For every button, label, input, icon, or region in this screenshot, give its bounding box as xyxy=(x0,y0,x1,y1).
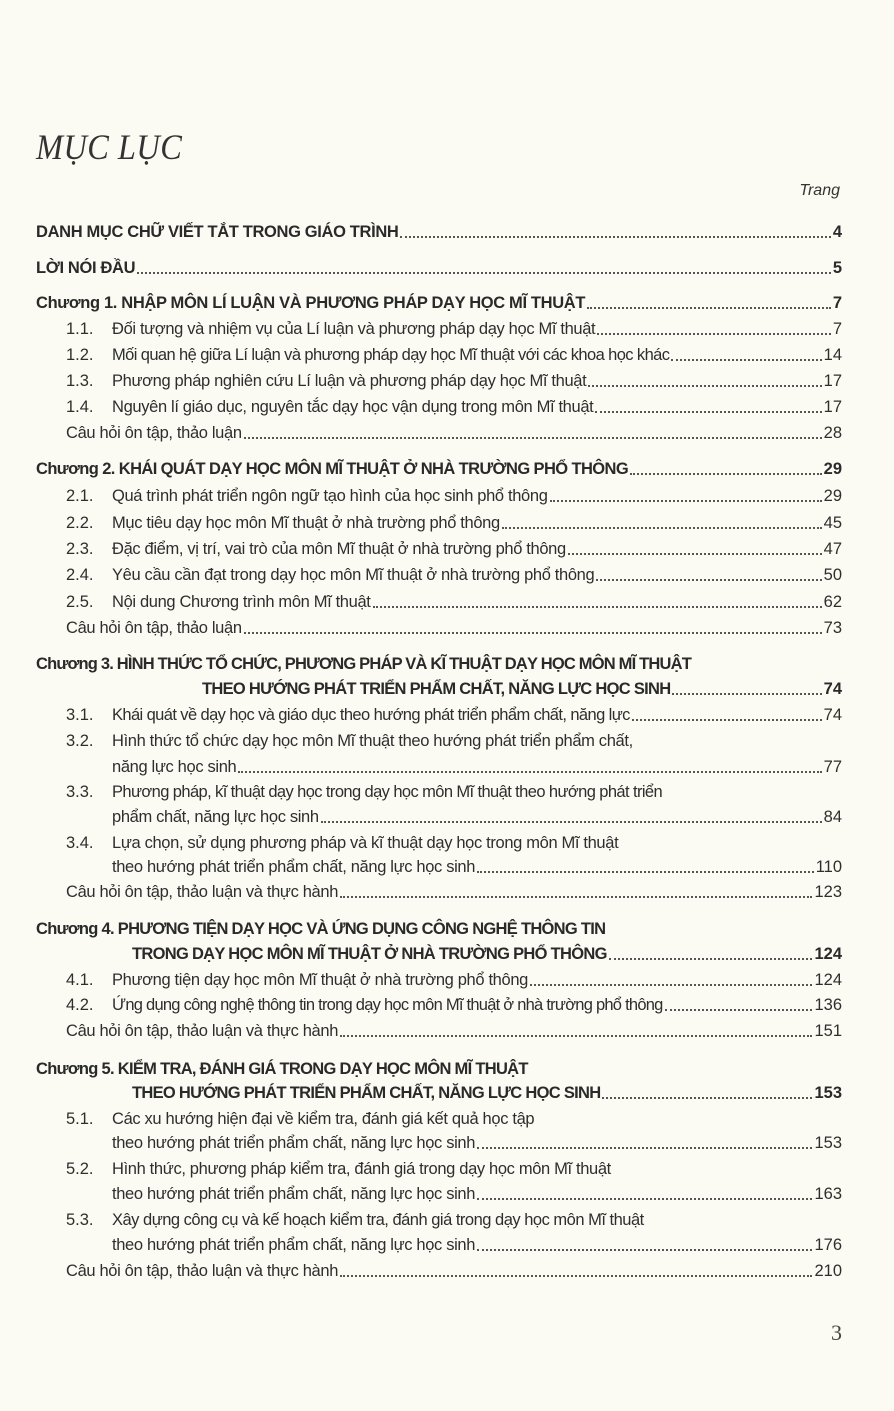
questions-page: 151 xyxy=(814,1022,842,1040)
toc-chapter-3[interactable] xyxy=(202,675,842,699)
section-label: Phương tiện dạy học môn Mĩ thuật ở nhà trường phổ thông xyxy=(112,971,528,989)
questions-page: 28 xyxy=(823,424,842,442)
toc-section-5-1-line1[interactable] xyxy=(66,1105,842,1129)
section-page: 74 xyxy=(823,706,842,724)
toc-section-5-3-line1[interactable] xyxy=(66,1206,842,1230)
dot-leader xyxy=(238,771,821,773)
toc-chapter-3-line1[interactable] xyxy=(36,650,842,674)
toc-section-4-1[interactable] xyxy=(66,966,842,990)
toc-section-1-2[interactable] xyxy=(66,341,842,365)
dot-leader xyxy=(400,236,830,238)
dot-leader xyxy=(630,473,822,475)
section-label-continued: theo hướng phát triển phẩm chất, năng lực học sinh xyxy=(112,858,476,876)
section-page: 124 xyxy=(814,971,842,989)
dot-leader xyxy=(340,1035,812,1037)
dot-leader xyxy=(530,984,812,986)
toc-questions-ch3[interactable] xyxy=(66,878,842,902)
chapter-label-continued: THEO HƯỚNG PHÁT TRIỂN PHẨM CHẤT, NĂNG LỰC HỌC SINH xyxy=(132,1084,601,1102)
dot-leader xyxy=(595,411,821,413)
toc-section-5-2[interactable] xyxy=(112,1180,842,1204)
chapter-page: 124 xyxy=(814,945,842,963)
toc-section-3-2[interactable] xyxy=(112,753,842,777)
toc-entry-preface[interactable] xyxy=(36,254,842,278)
section-label: Hình thức, phương pháp kiểm tra, đánh giá trong dạy học môn Mĩ thuật xyxy=(112,1160,611,1178)
section-label: Phương pháp nghiên cứu Lí luận và phương pháp dạy học Mĩ thuật xyxy=(112,372,587,390)
toc-chapter-5[interactable] xyxy=(132,1079,842,1103)
section-label: Đối tượng và nhiệm vụ của Lí luận và phương pháp dạy học Mĩ thuật xyxy=(112,320,596,338)
section-number: 1.3. xyxy=(66,372,94,390)
section-label: Mối quan hệ giữa Lí luận và phương pháp dạy học Mĩ thuật với các khoa học khác xyxy=(112,346,670,364)
dot-leader xyxy=(321,821,822,823)
section-label: Ứng dụng công nghệ thông tin trong dạy học môn Mĩ thuật ở nhà trường phổ thông xyxy=(112,996,663,1014)
dot-leader xyxy=(244,632,822,634)
toc-section-2-3[interactable] xyxy=(66,535,842,559)
section-label: Nguyên lí giáo dục, nguyên tắc dạy học vận dụng trong môn Mĩ thuật xyxy=(112,398,594,416)
section-label: Xây dựng công cụ và kế hoạch kiểm tra, đánh giá trong dạy học môn Mĩ thuật xyxy=(112,1211,644,1229)
section-number: 2.3. xyxy=(66,540,94,558)
dot-leader xyxy=(340,1275,812,1277)
toc-section-3-1[interactable] xyxy=(66,701,842,725)
section-label: Phương pháp, kĩ thuật dạy học trong dạy học môn Mĩ thuật theo hướng phát triển xyxy=(112,783,663,801)
chapter-label-continued: TRONG DẠY HỌC MÔN MĨ THUẬT Ở NHÀ TRƯỜNG PHỔ THÔNG xyxy=(132,945,607,963)
toc-section-3-3-line1[interactable] xyxy=(66,778,842,802)
section-page: 110 xyxy=(815,858,842,876)
section-label-continued: theo hướng phát triển phẩm chất, năng lực học sinh xyxy=(112,1134,476,1152)
toc-chapter-5-line1[interactable] xyxy=(36,1055,842,1079)
chapter-page: 7 xyxy=(832,294,842,312)
questions-label: Câu hỏi ôn tập, thảo luận xyxy=(66,424,242,442)
section-label: Mục tiêu dạy học môn Mĩ thuật ở nhà trường phổ thông xyxy=(112,514,500,532)
section-number: 3.2. xyxy=(66,732,94,750)
section-number: 1.4. xyxy=(66,398,94,416)
questions-label: Câu hỏi ôn tập, thảo luận và thực hành xyxy=(66,1022,339,1040)
section-number: 5.3. xyxy=(66,1211,94,1229)
section-number: 4.1. xyxy=(66,971,94,989)
section-label-continued: theo hướng phát triển phẩm chất, năng lực học sinh xyxy=(112,1185,476,1203)
questions-label: Câu hỏi ôn tập, thảo luận xyxy=(66,619,242,637)
questions-page: 210 xyxy=(814,1262,842,1280)
questions-page: 123 xyxy=(814,883,842,901)
chapter-label: Chương 5. KIỂM TRA, ĐÁNH GIÁ TRONG DẠY HỌC MÔN MĨ THUẬT xyxy=(36,1060,528,1078)
toc-questions-ch1[interactable] xyxy=(66,419,842,443)
toc-section-4-2[interactable] xyxy=(66,991,842,1015)
section-number: 1.1. xyxy=(66,320,94,338)
section-label-continued: phẩm chất, năng lực học sinh xyxy=(112,808,319,826)
chapter-page: 29 xyxy=(823,460,842,478)
dot-leader xyxy=(609,958,813,960)
entry-label: DANH MỤC CHỮ VIẾT TẮT TRONG GIÁO TRÌNH xyxy=(36,223,399,241)
dot-leader xyxy=(137,272,831,274)
section-page: 62 xyxy=(823,593,842,611)
dot-leader xyxy=(477,1249,812,1251)
section-label: Các xu hướng hiện đại về kiểm tra, đánh giá kết quả học tập xyxy=(112,1110,535,1128)
dot-leader xyxy=(602,1097,812,1099)
section-label: Đặc điểm, vị trí, vai trò của môn Mĩ thuật ở nhà trường phổ thông xyxy=(112,540,566,558)
toc-section-3-2-line1[interactable] xyxy=(66,727,842,751)
dot-leader xyxy=(671,359,821,361)
section-number: 2.1. xyxy=(66,487,94,505)
toc-section-1-1[interactable] xyxy=(66,315,842,339)
toc-questions-ch4[interactable] xyxy=(66,1017,842,1041)
questions-page: 73 xyxy=(823,619,842,637)
entry-page: 4 xyxy=(832,223,842,241)
toc-section-1-3[interactable] xyxy=(66,367,842,391)
section-number: 2.4. xyxy=(66,566,94,584)
section-label: Lựa chọn, sử dụng phương pháp và kĩ thuật dạy học trong môn Mĩ thuật xyxy=(112,834,619,852)
section-page: 136 xyxy=(814,996,842,1014)
section-page: 77 xyxy=(823,758,842,776)
dot-leader xyxy=(665,1009,813,1011)
dot-leader xyxy=(596,579,821,581)
section-number: 4.2. xyxy=(66,996,94,1014)
dot-leader xyxy=(672,693,821,695)
dot-leader xyxy=(588,385,821,387)
dot-leader xyxy=(477,871,814,873)
entry-label: LỜI NÓI ĐẦU xyxy=(36,259,136,277)
section-label-continued: theo hướng phát triển phẩm chất, năng lực học sinh xyxy=(112,1236,476,1254)
questions-label: Câu hỏi ôn tập, thảo luận và thực hành xyxy=(66,1262,339,1280)
section-number: 3.3. xyxy=(66,783,94,801)
section-page: 176 xyxy=(814,1236,842,1254)
dot-leader xyxy=(477,1198,812,1200)
section-page: 47 xyxy=(823,540,842,558)
section-page: 7 xyxy=(832,320,842,338)
toc-entry-abbreviations[interactable] xyxy=(36,218,842,242)
section-label-continued: năng lực học sinh xyxy=(112,758,237,776)
toc-section-2-2[interactable] xyxy=(66,509,842,533)
chapter-page: 153 xyxy=(814,1084,842,1102)
toc-section-2-1[interactable] xyxy=(66,482,842,506)
toc-questions-ch2[interactable] xyxy=(66,614,842,638)
toc-chapter-2[interactable] xyxy=(36,455,842,479)
section-number: 5.2. xyxy=(66,1160,94,1178)
chapter-label: Chương 4. PHƯƠNG TIỆN DẠY HỌC VÀ ỨNG DỤNG CÔNG NGHỆ THÔNG TIN xyxy=(36,920,606,938)
toc-questions-ch5[interactable] xyxy=(66,1257,842,1281)
dot-leader xyxy=(373,606,822,608)
page-title: MỤC LỤC xyxy=(36,127,183,167)
section-number: 5.1. xyxy=(66,1110,94,1128)
section-page: 163 xyxy=(814,1185,842,1203)
toc-section-2-4[interactable] xyxy=(66,561,842,585)
section-number: 2.5. xyxy=(66,593,94,611)
toc-section-1-4[interactable] xyxy=(66,393,842,417)
section-page: 84 xyxy=(823,808,842,826)
chapter-page: 74 xyxy=(823,680,842,698)
section-page: 50 xyxy=(823,566,842,584)
dot-leader xyxy=(568,553,822,555)
chapter-label: Chương 2. KHÁI QUÁT DẠY HỌC MÔN MĨ THUẬT Ở NHÀ TRƯỜNG PHỔ THÔNG xyxy=(36,460,629,478)
toc-section-3-4[interactable] xyxy=(112,853,842,877)
dot-leader xyxy=(587,307,831,309)
section-number: 1.2. xyxy=(66,346,94,364)
page-number: 3 xyxy=(831,1320,842,1345)
chapter-label: Chương 1. NHẬP MÔN LÍ LUẬN VÀ PHƯƠNG PHÁP DẠY HỌC MĨ THUẬT xyxy=(36,294,586,312)
toc-section-2-5[interactable] xyxy=(66,588,842,612)
dot-leader xyxy=(244,437,822,439)
dot-leader xyxy=(340,896,812,898)
dot-leader xyxy=(597,333,831,335)
entry-page: 5 xyxy=(832,259,842,277)
toc-section-3-4-line1[interactable] xyxy=(66,829,842,853)
toc-section-5-3[interactable] xyxy=(112,1231,842,1255)
section-page: 14 xyxy=(823,346,842,364)
chapter-label: Chương 3. HÌNH THỨC TỔ CHỨC, PHƯƠNG PHÁP VÀ KĨ THUẬT DẠY HỌC MÔN MĨ THUẬT xyxy=(36,655,692,673)
dot-leader xyxy=(632,719,822,721)
toc-chapter-4-line1[interactable] xyxy=(36,915,842,939)
toc-section-3-3[interactable] xyxy=(112,803,842,827)
section-label: Hình thức tổ chức dạy học môn Mĩ thuật theo hướng phát triển phẩm chất, xyxy=(112,732,633,750)
section-label: Yêu cầu cần đạt trong dạy học môn Mĩ thuật ở nhà trường phổ thông xyxy=(112,566,595,584)
section-label: Nội dung Chương trình môn Mĩ thuật xyxy=(112,593,371,611)
section-page: 17 xyxy=(823,372,842,390)
section-number: 2.2. xyxy=(66,514,94,532)
toc-chapter-4[interactable] xyxy=(132,940,842,964)
section-label: Quá trình phát triển ngôn ngữ tạo hình của học sinh phổ thông xyxy=(112,487,548,505)
toc-section-5-1[interactable] xyxy=(112,1129,842,1153)
chapter-label-continued: THEO HƯỚNG PHÁT TRIỂN PHẨM CHẤT, NĂNG LỰC HỌC SINH xyxy=(202,680,671,698)
dot-leader xyxy=(477,1147,812,1149)
dot-leader xyxy=(502,527,822,529)
section-page: 17 xyxy=(823,398,842,416)
page-column-label: Trang xyxy=(799,182,840,199)
toc-chapter-1[interactable] xyxy=(36,289,842,313)
dot-leader xyxy=(550,500,822,502)
questions-label: Câu hỏi ôn tập, thảo luận và thực hành xyxy=(66,883,339,901)
section-number: 3.1. xyxy=(66,706,94,724)
section-number: 3.4. xyxy=(66,834,94,852)
section-page: 45 xyxy=(823,514,842,532)
section-page: 29 xyxy=(823,487,842,505)
section-label: Khái quát về dạy học và giáo dục theo hướng phát triển phẩm chất, năng lực xyxy=(112,706,630,724)
toc-section-5-2-line1[interactable] xyxy=(66,1155,842,1179)
section-page: 153 xyxy=(814,1134,842,1152)
